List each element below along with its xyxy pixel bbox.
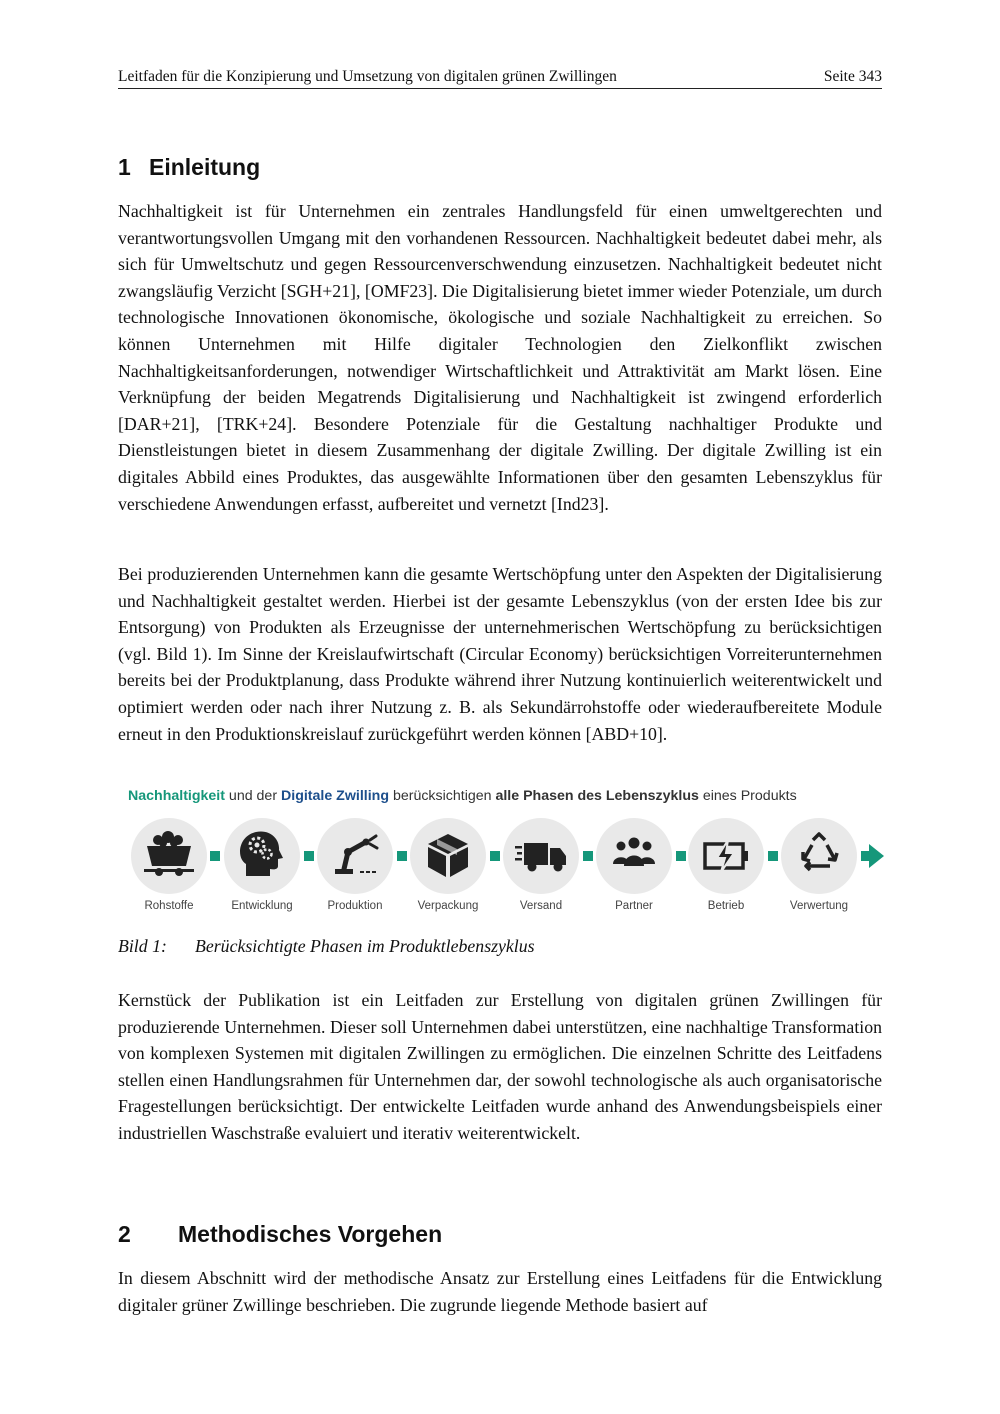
phase-connector [210,851,220,861]
phase-produktion [317,818,393,912]
page-number: Seite 343 [823,68,882,85]
body-paragraph: Kernstück der Publikation ist ein Leitfaden zur Erstellung von digitalen grünen Zwillingen für produzierende Unternehmen. Dieser soll Unternehmen dabei unterstützen, eine nachhaltige Transformation von komplexen Systemen mit digitalen Zwillingen zu ermöglichen. Die einzelnen Schritte des Leitfadens stellen einen Handlungsrahmen für Unternehmen dar, der sowohl technologische als auch organisatorische Fragestellungen berücksichtigt. Der entwickelte Leitfaden wurde anhand des Anwendungsbeispiels einer industriellen Waschstraße evaluiert und iterativ weiterentwickelt. [118,990,882,1143]
phase-connector [676,851,686,861]
body-paragraph: Nachhaltigkeit ist für Unternehmen ein zentrales Handlungsfeld für einen umweltgerechten und verantwortungsvollen Umgang mit den vorhandenen Ressourcen. Nachhaltigkeit bedeutet dabei mehr, als sich für Umweltschutz und gegen Ressourcenverschwendung einzusetzen. Nachhaltigkeit bedeutet nicht zwangsläufig Verzicht [SGH+21], [OMF23]. Die Digitalisierung bietet immer wieder Potenziale, um durch technologische Innovationen ökonomische, ökologische und soziale Nachhaltigkeit zu erreichen. So können Unternehmen mit Hilfe digitaler Technologien den Zielkonflikt zwischen Nachhaltigkeitsanforderungen, notwendiger Wirtschaftlichkeit und Attraktivität am Markt lösen. Eine Verknüpfung der beiden Megatrends Digitalisierung und Nachhaltigkeit ist zwingend erforderlich [DAR+21], [TRK+24]. Besondere Potenziale für die Gestaltung nachhaltiger Produkte und Dienstleistungen bietet in diesem Zusammenhang der digitale Zwilling. Der digitale Zwilling ist ein digitales Abbild eines Produktes, das ausgewählte Informationen über den gesamten Lebenszyklus für verschiedene Anwendungen erfasst, aufbereitet und vernetzt [Ind23]. [118,201,882,514]
phase-versand [503,818,579,912]
body-paragraph: Bei produzierenden Unternehmen kann die gesamte Wertschöpfung unter den Aspekten der Digitalisierung und Nachhaltigkeit gestaltet werden. Hierbei ist der gesamte Lebenszyklus (von der ersten Idee bis zur Entsorgung) von Produkten als Erzeugnisse der unternehmerischen Wertschöpfung zu berücksichtigen (vgl. Bild 1). Im Sinne der Kreislaufwirtschaft (Circular Economy) berücksichtigen Vorreiterunternehmen bereits bei der Produktplanung, dass Produkte während ihrer Nutzung kontinuierlich weiterentwickelt und optimiert werden oder nach ihrer Nutzung z. B. als Sekundärrohstoffe oder wiederaufbereitete Module erneut in den Produktionskreislauf zurückgeführt werden können [ABD+10]. [118,564,882,744]
figure-heading [128,788,797,804]
phase-connector [768,851,778,861]
phase-partner [596,818,672,912]
phase-connector [490,851,500,861]
phase-connector [861,851,869,861]
lifecycle-phases-graphic [118,814,888,918]
figure-heading-text: und der [224,788,281,804]
phase-label: Partner [615,900,653,912]
section-heading-einleitung [118,154,260,181]
section-heading-methodisches-vorgehen [118,1221,442,1248]
section-title: Einleitung [149,154,261,180]
phase-label: Verwertung [789,900,849,912]
running-header [118,66,882,89]
phase-label: Rohstoffe [144,900,194,912]
figure-heading-sustainability: Nachhaltigkeit [128,788,225,804]
arrow-right-icon [869,844,884,868]
caption-label: Bild 1: [118,936,167,956]
phase-verpackung [410,818,486,912]
lifecycle-figure [118,788,888,918]
caption-text: Berücksichtigte Phasen im Produktlebenszyklus [195,936,535,956]
phase-rohstoffe [131,818,207,912]
section-number: 2 [118,1221,131,1247]
phase-label: Entwicklung [231,900,293,912]
phase-verwertung [781,818,857,912]
figure-heading-phases: alle Phasen des Lebenszyklus [495,788,699,804]
figure-heading-text: eines Produkts [698,788,797,804]
phase-label: Produktion [327,900,383,912]
section-title: Methodisches Vorgehen [178,1221,443,1247]
body-paragraph: In diesem Abschnitt wird der methodische Ansatz zur Erstellung eines Leitfadens für die Entwicklung digitaler grüner Zwillinge beschrieben. Die zugrunde liegende Methode basiert auf [118,1268,882,1315]
figure-heading-text: berücksichtigen [389,788,496,804]
phase-circle [410,818,486,894]
phase-connector [583,851,593,861]
phase-connector [397,851,407,861]
phase-entwicklung [224,818,300,912]
phase-circle [781,818,857,894]
phase-connector [304,851,314,861]
section-number: 1 [118,154,131,180]
phase-label: Betrieb [707,900,745,912]
figure-heading-digital-twin: Digitale Zwilling [281,788,389,804]
phase-label: Verpackung [417,900,479,912]
phase-betrieb [688,818,764,912]
phase-circle [317,818,393,894]
running-header-title: Leitfaden für die Konzipierung und Umsetzung von digitalen grünen Zwillingen [118,68,617,85]
figure-caption [118,936,535,957]
phase-label: Versand [519,900,563,912]
